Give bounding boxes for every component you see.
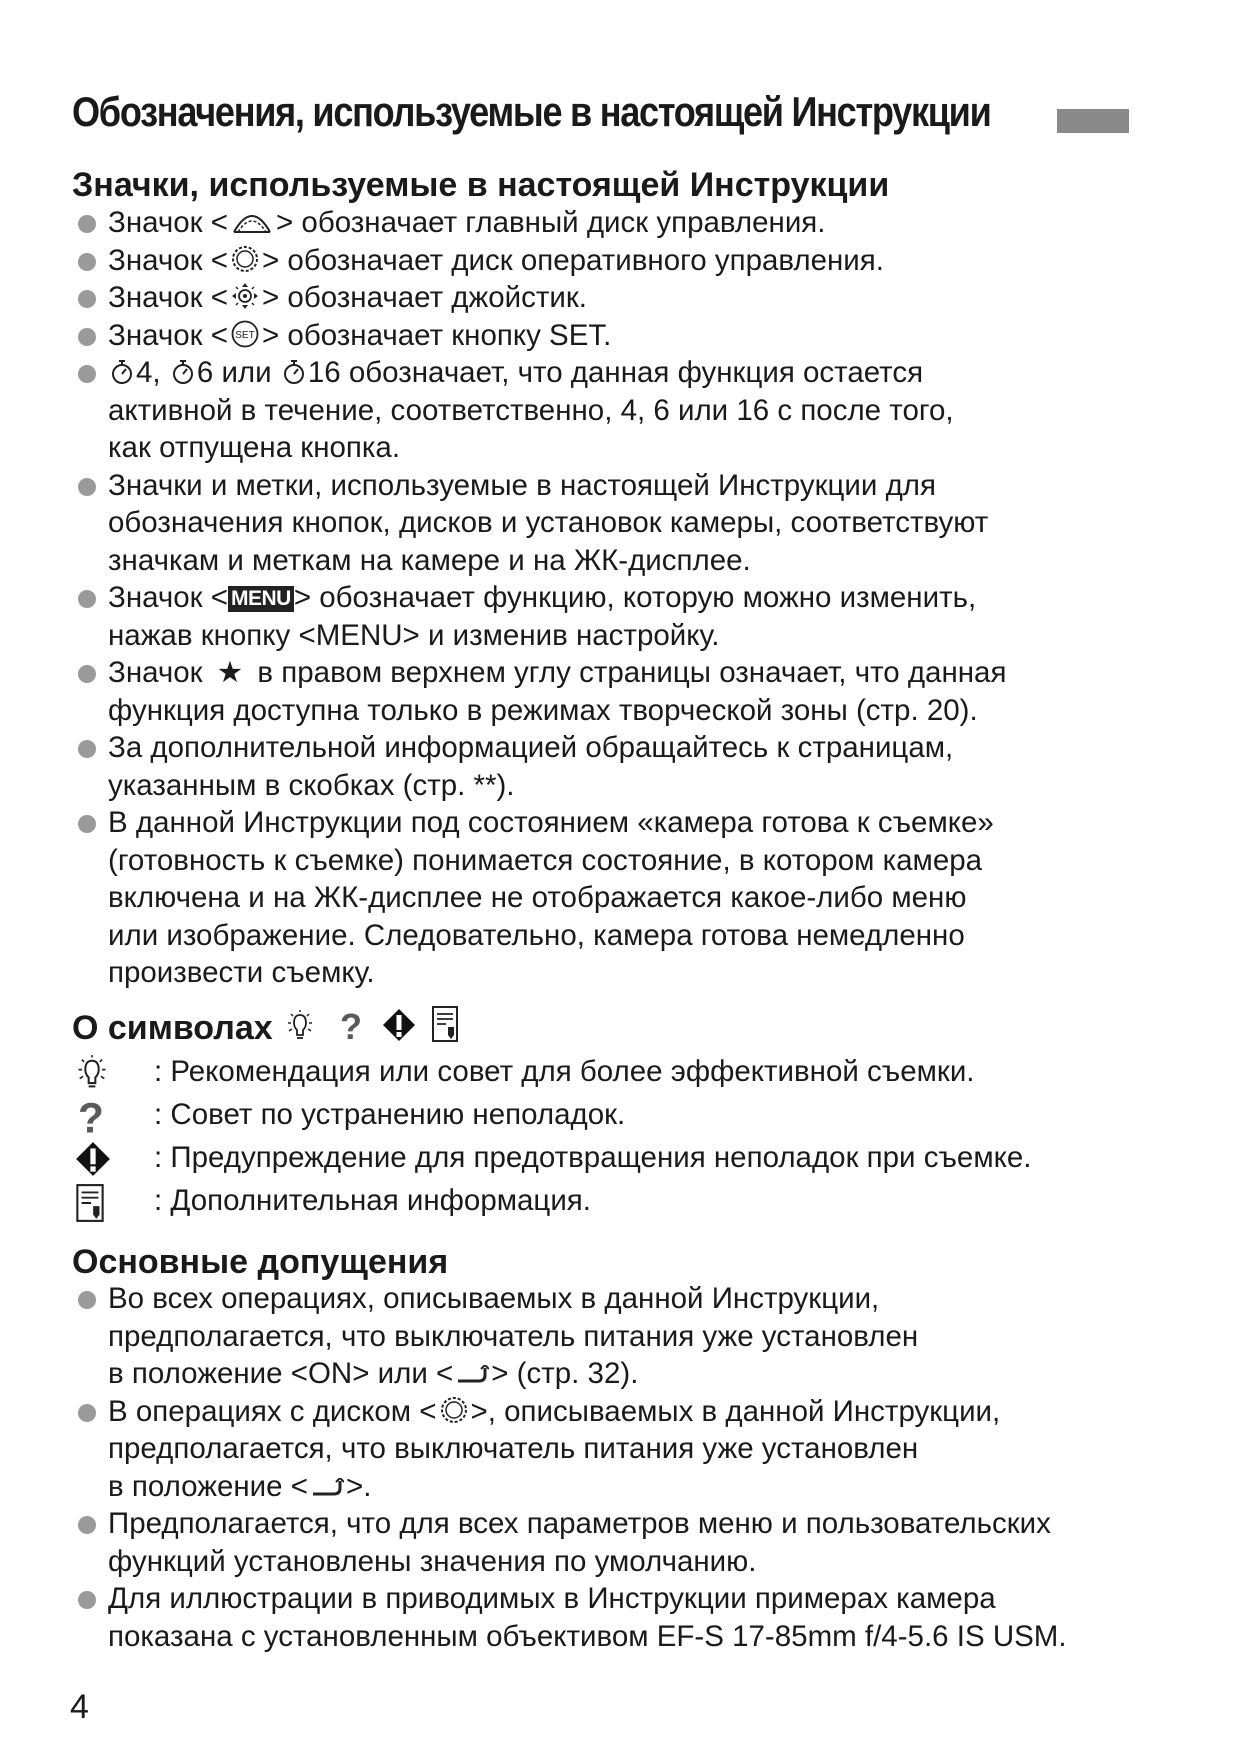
list-item: Значок < > обозначает джойстик. (72, 279, 1152, 317)
page-number: 4 (70, 1688, 89, 1726)
list-item: Для иллюстрации в приводимых в Инструкции примерах камера показана с установленным объективом EF-S 17-85mm f/4-5.6 IS USM. (72, 1580, 1152, 1655)
bullet (78, 665, 96, 683)
lightbulb-icon (284, 1009, 316, 1043)
title-accent-bar (1057, 109, 1129, 133)
bullet (78, 590, 96, 608)
question-icon (74, 1097, 114, 1137)
bullet (78, 290, 96, 308)
bullet (78, 1404, 96, 1422)
symbol-row: ? : Совет по устранению неполадок. (72, 1095, 1172, 1138)
bullet (78, 1291, 96, 1309)
main-dial-icon (230, 206, 274, 236)
set-button-icon (230, 319, 260, 349)
list-item: За дополнительной информацией обращайтесь к страницам, указанным в скобках (стр. **). (72, 729, 1152, 804)
page-title: Обозначения, используемые в настоящей Инструкции (72, 88, 991, 135)
list-item: Значок ★ в правом верхнем углу страницы означает, что данная функция доступна только в режимах творческой зоны (стр. 20). (72, 654, 1152, 729)
power-switch-icon (310, 1478, 344, 1500)
lightbulb-icon (74, 1054, 114, 1094)
symbol-row: : Рекомендация или совет для более эффективной съемки. (72, 1052, 1172, 1095)
bullet (78, 815, 96, 833)
assumptions-list (72, 1280, 1152, 1655)
symbols-list (72, 1052, 1172, 1224)
memo-icon (74, 1183, 114, 1223)
quick-control-dial-icon (230, 244, 260, 274)
star-icon: ★ (216, 656, 244, 689)
section-heading-assumptions: Основные допущения (72, 1243, 449, 1281)
timer-icon (171, 358, 195, 386)
svg-text:?: ? (78, 1097, 104, 1137)
bullet (78, 253, 96, 271)
caution-icon (74, 1140, 114, 1180)
symbol-row: : Предупреждение для предотвращения неполадок при съемке. (72, 1138, 1172, 1181)
list-item: Значки и метки, используемые в настоящей Инструкции для обозначения кнопок, дисков и установок камеры, соответствуют значкам и меткам на камере и на ЖК-дисплее. (72, 467, 1152, 580)
list-item: Значок < > обозначает диск оперативного управления. (72, 242, 1152, 280)
list-item: Во всех операциях, описываемых в данной Инструкции, предполагается, что выключатель питания уже установлен в положение <ON> или < > (стр. 32). (72, 1280, 1152, 1393)
list-item: 4, 6 или 16 обозначает, что данная функция остается активной в течение, соответственно, 4, 6 или 16 с после того, как отпущена кнопка. (72, 354, 1152, 467)
list-item: В данной Инструкции под состоянием «камера готова к съемке» (готовность к съемке) понимается состояние, в котором камера включена и на ЖК-дисплее не отображается какое-либо меню или изображение. Следовательно, камера готова немедленно произвести съемку. (72, 804, 1152, 992)
svg-text:?: ? (339, 1009, 362, 1043)
bullet (78, 365, 96, 383)
question-icon (338, 1009, 364, 1043)
icons-list (72, 204, 1152, 992)
caution-icon (381, 1007, 417, 1043)
menu-badge: MENU (228, 586, 294, 612)
on-label: ON (307, 1357, 353, 1390)
list-item: В операциях с диском < >, описываемых в данной Инструкции, предполагается, что выключатель питания уже установлен в положение < >. (72, 1393, 1152, 1506)
title-row (72, 88, 1132, 150)
bullet (78, 478, 96, 496)
memo-icon (430, 1005, 460, 1043)
list-item: Значок < MENU > обозначает функцию, которую можно изменить, нажав кнопку <MENU> и изменив настройку. (72, 579, 1152, 654)
bullet (78, 740, 96, 758)
list-item: Значок < SET > обозначает кнопку SET. (72, 317, 1152, 355)
bullet (78, 1591, 96, 1609)
bullet (78, 215, 96, 233)
bullet (78, 1516, 96, 1534)
timer-icon (282, 358, 306, 386)
section-heading-symbols: О символах ? (72, 1005, 462, 1048)
list-item: Предполагается, что для всех параметров меню и пользовательских функций установлены значения по умолчанию. (72, 1505, 1152, 1580)
quick-control-dial-icon (439, 1395, 469, 1425)
svg-text:SET: SET (235, 329, 255, 341)
section-heading-icons: Значки, используемые в настоящей Инструкции (72, 166, 890, 204)
power-switch-icon (455, 1365, 489, 1387)
timer-icon (110, 358, 134, 386)
list-item: Значок < > обозначает главный диск управления. (72, 204, 1152, 242)
symbol-row: : Дополнительная информация. (72, 1181, 1172, 1224)
bullet (78, 328, 96, 346)
joystick-icon (230, 281, 260, 311)
